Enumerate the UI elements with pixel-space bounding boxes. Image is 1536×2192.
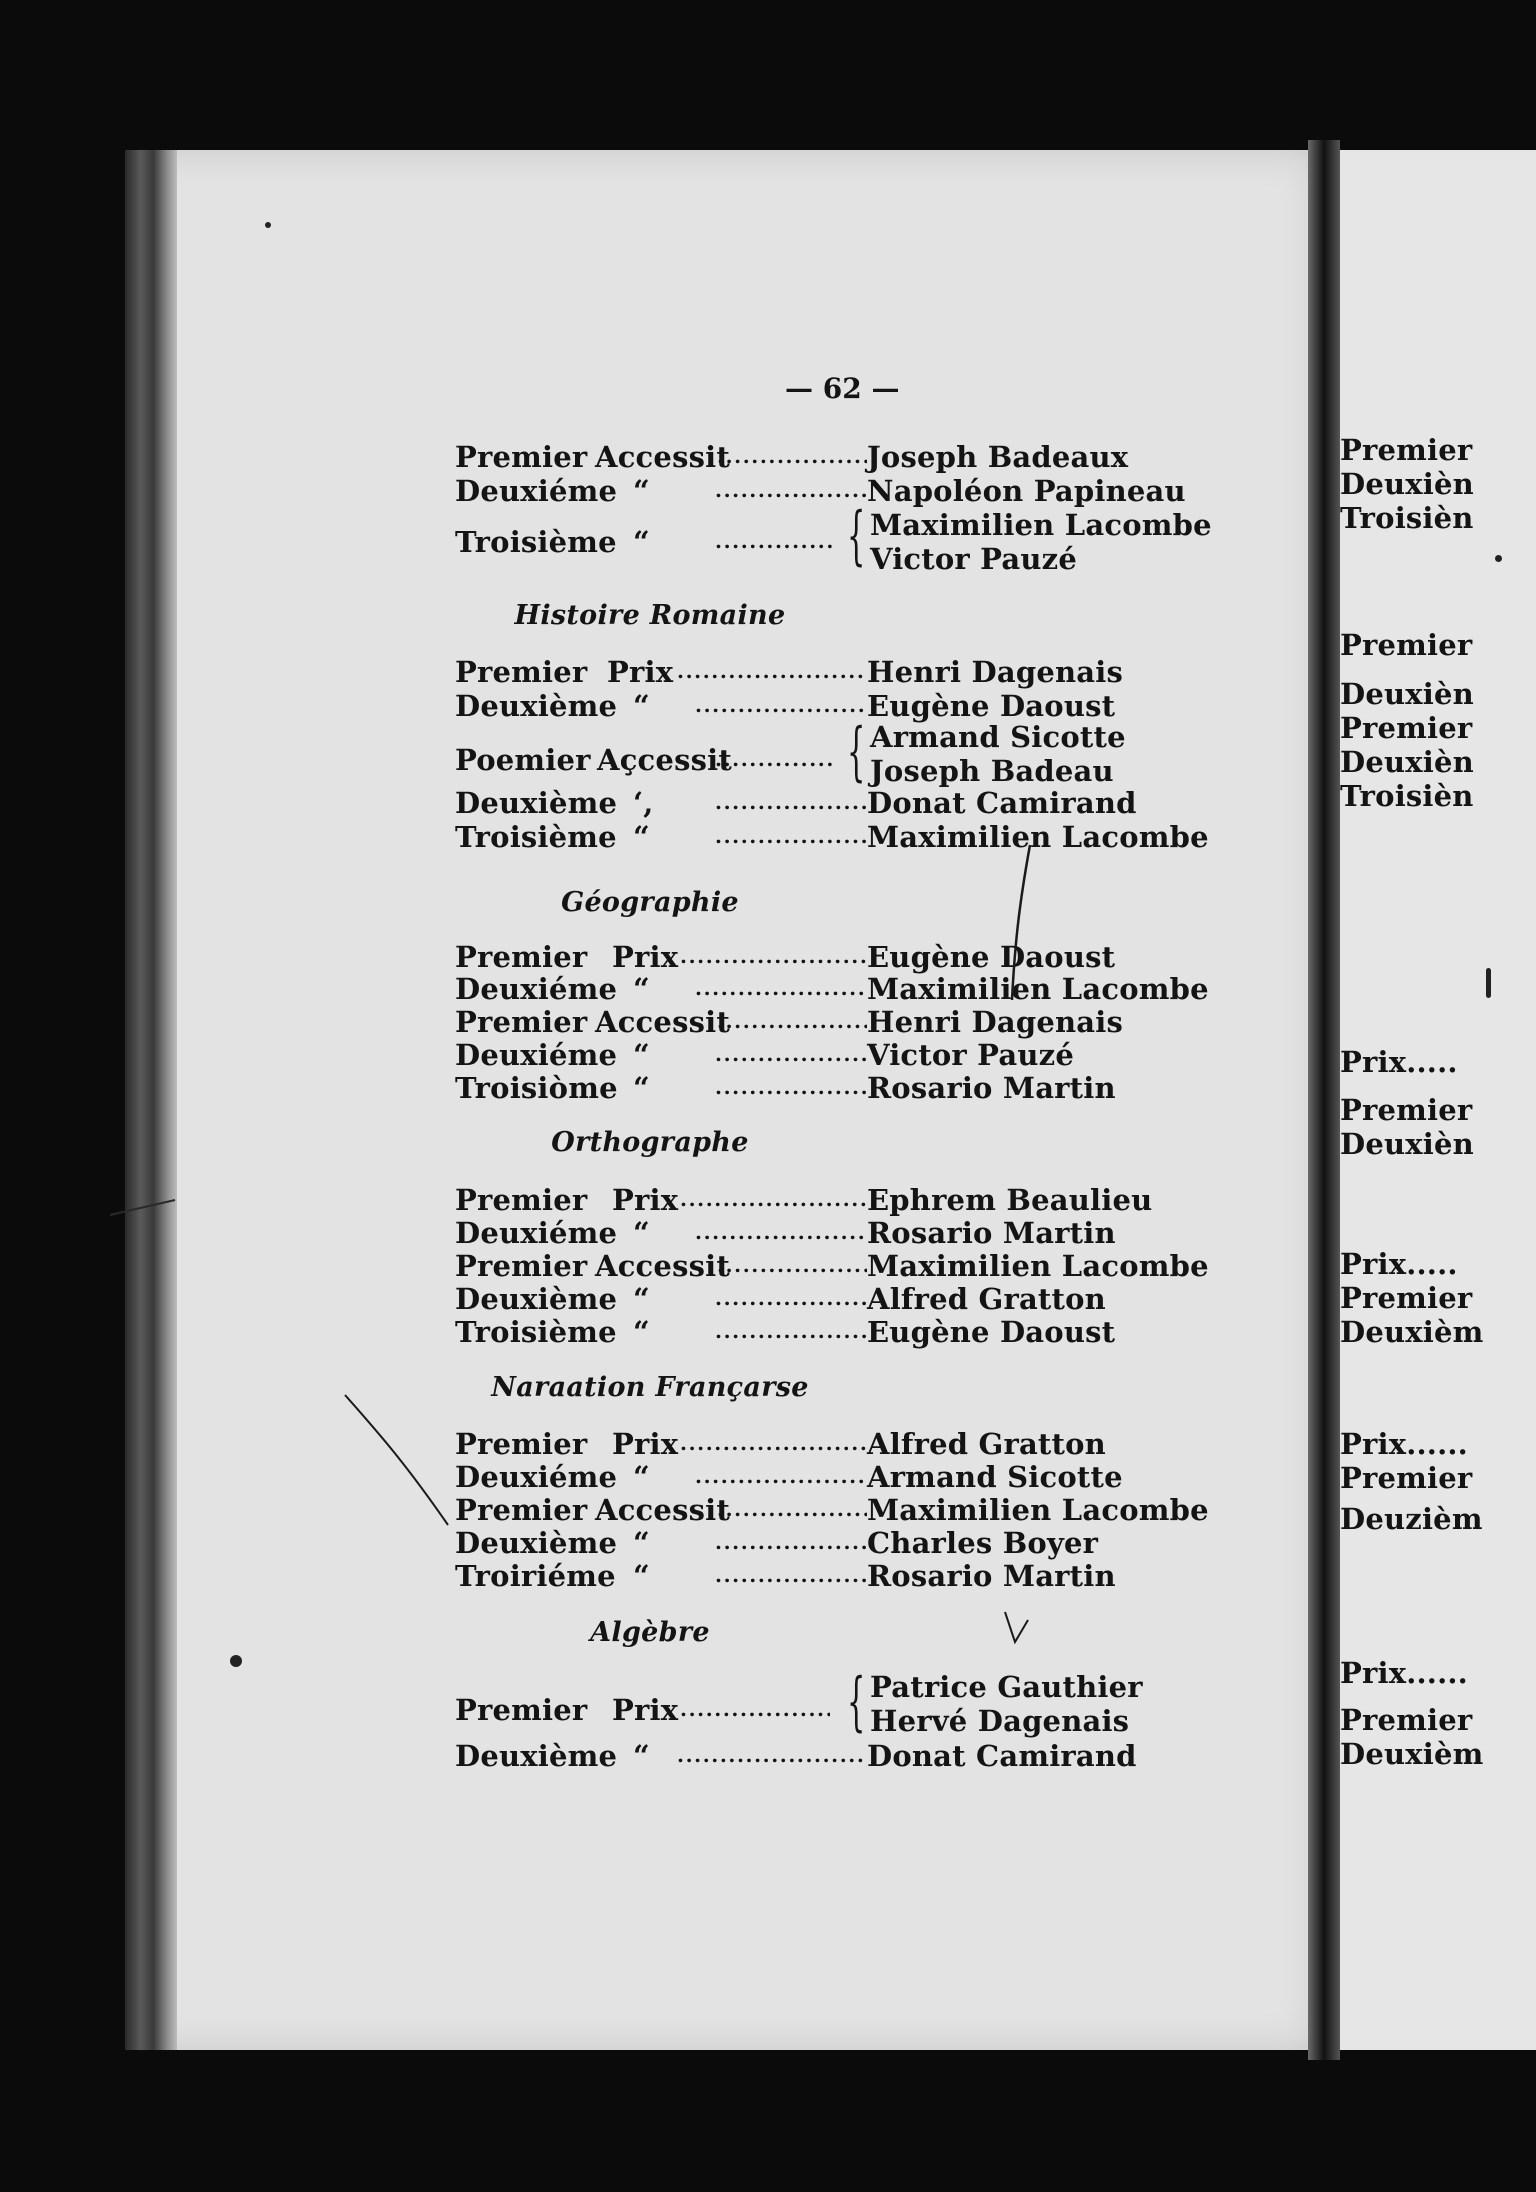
ink-speck <box>1495 555 1502 562</box>
ink-speck <box>265 222 271 228</box>
ditto-mark: “ <box>633 1739 650 1773</box>
winner-name: Henri Dagenais <box>867 655 1124 689</box>
winner-name: Armand Sicotte <box>867 1460 1123 1494</box>
prize-rank: Premier <box>455 440 588 474</box>
right-page-line: Premier <box>1340 433 1473 467</box>
prize-rank: Deuxiéme <box>455 1460 618 1494</box>
winner-name: Alfred Gratton <box>867 1282 1106 1316</box>
ditto-mark: “ <box>633 1038 650 1072</box>
ditto-mark: “ <box>633 1282 650 1316</box>
section-heading: Naraation Françarse <box>491 1372 809 1403</box>
ditto-mark: “ <box>633 1559 650 1593</box>
prize-rank: Troisième <box>455 525 617 559</box>
prize-rank: Deuxième <box>455 1282 618 1316</box>
ink-speck <box>1486 968 1491 998</box>
winner-name: Ephrem Beaulieu <box>867 1183 1153 1217</box>
ditto-mark: “ <box>633 1526 650 1560</box>
ink-speck <box>230 1655 242 1667</box>
prize-rank: Poemier <box>455 743 591 777</box>
prize-rank: Premier <box>455 940 588 974</box>
prize-rank: Deuxième <box>455 689 618 723</box>
winner-name: Henri Dagenais <box>867 1005 1124 1039</box>
ditto-mark: “ <box>633 1315 650 1349</box>
winner-name: Armand Sicotte <box>870 720 1126 754</box>
ditto-mark: “ <box>633 820 650 854</box>
ditto-mark: “ <box>633 689 650 723</box>
prize-rank: Deuxième <box>455 1526 618 1560</box>
right-page-line: Deuxièn <box>1340 677 1474 711</box>
prize-rank: Deuxième <box>455 1739 618 1773</box>
right-page-line: Deuzièm <box>1340 1502 1483 1536</box>
winner-name: Victor Pauzé <box>870 542 1078 576</box>
right-page-line: Troisièn <box>1340 501 1474 535</box>
winner-name: Maximilien Lacombe <box>867 972 1209 1006</box>
right-page-line: Deuxièm <box>1340 1315 1484 1349</box>
winner-name: Rosario Martin <box>867 1559 1116 1593</box>
winner-name: Eugène Daoust <box>867 940 1116 974</box>
winner-name: Alfred Gratton <box>867 1427 1106 1461</box>
prize-kind: Accessit <box>595 1005 730 1039</box>
prize-rank: Deuxiéme <box>455 1216 618 1250</box>
prize-rank: Troisiòme <box>455 1071 618 1105</box>
winner-name: Hervé Dagenais <box>870 1704 1130 1738</box>
winner-name: Maximilien Lacombe <box>867 1493 1209 1527</box>
ditto-mark: ‘, <box>633 786 654 820</box>
section-heading: Histoire Romaine <box>514 600 786 631</box>
right-page-line: Deuxièn <box>1340 1127 1474 1161</box>
prize-rank: Premier <box>455 1493 588 1527</box>
ditto-mark: “ <box>633 972 650 1006</box>
winner-name: Patrice Gauthier <box>870 1670 1143 1704</box>
ditto-mark: “ <box>633 1460 650 1494</box>
right-page-line: Prix..... <box>1340 1247 1458 1281</box>
right-page-line: Deuxièn <box>1340 745 1474 779</box>
right-page-line: Prix...... <box>1340 1427 1468 1461</box>
prize-kind: Prix <box>612 1427 679 1461</box>
section-heading: Algèbre <box>590 1617 710 1648</box>
prize-rank: Premier <box>455 1249 588 1283</box>
prize-rank: Deuxiéme <box>455 1038 618 1072</box>
winner-name: Maximilien Lacombe <box>867 820 1209 854</box>
page-number: — 62 — <box>785 372 900 405</box>
prize-rank: Deuxiéme <box>455 474 618 508</box>
right-page-line: Troisièn <box>1340 779 1474 813</box>
ditto-mark: “ <box>633 525 650 559</box>
right-page-line: Premier <box>1340 1703 1473 1737</box>
right-page-line: Premier <box>1340 1093 1473 1127</box>
winner-name: Victor Pauzé <box>867 1038 1075 1072</box>
prize-rank: Premier <box>455 655 588 689</box>
prize-kind: Prix <box>612 1183 679 1217</box>
prize-kind: Prix <box>612 1693 679 1727</box>
right-page-line: Premier <box>1340 628 1473 662</box>
winner-name: Rosario Martin <box>867 1216 1116 1250</box>
prize-rank: Troisième <box>455 820 617 854</box>
section-heading: Orthographe <box>551 1127 749 1158</box>
right-page-line: Deuxièm <box>1340 1737 1484 1771</box>
winner-name: Joseph Badeaux <box>867 440 1129 474</box>
right-page-line: Premier <box>1340 1461 1473 1495</box>
prize-rank: Deuxième <box>455 786 618 820</box>
prize-rank: Premier <box>455 1183 588 1217</box>
prize-kind: Açcessit <box>597 743 732 777</box>
winner-name: Joseph Badeau <box>870 754 1114 788</box>
winner-name: Maximilien Lacombe <box>867 1249 1209 1283</box>
prize-kind: Accessit <box>595 1493 730 1527</box>
brace-mark: { <box>847 499 866 573</box>
prize-rank: Premier <box>455 1427 588 1461</box>
ditto-mark: “ <box>633 474 650 508</box>
winner-name: Eugène Daoust <box>867 689 1116 723</box>
prize-rank: Premier <box>455 1005 588 1039</box>
winner-name: Rosario Martin <box>867 1071 1116 1105</box>
right-page-line: Prix..... <box>1340 1045 1458 1079</box>
winner-name: Donat Camirand <box>867 786 1137 820</box>
winner-name: Maximilien Lacombe <box>870 508 1212 542</box>
right-page-line: Prix...... <box>1340 1656 1468 1690</box>
brace-mark: { <box>847 715 866 789</box>
right-page-line: Premier <box>1340 711 1473 745</box>
ditto-mark: “ <box>633 1216 650 1250</box>
prize-rank: Troisième <box>455 1315 617 1349</box>
prize-kind: Prix <box>612 940 679 974</box>
right-page-line: Premier <box>1340 1281 1473 1315</box>
prize-rank: Premier <box>455 1693 588 1727</box>
right-page-line: Deuxièn <box>1340 467 1474 501</box>
prize-kind: Accessit <box>595 1249 730 1283</box>
prize-rank: Troiriéme <box>455 1559 616 1593</box>
winner-name: Donat Camirand <box>867 1739 1137 1773</box>
prize-rank: Deuxiéme <box>455 972 618 1006</box>
winner-name: Napoléon Papineau <box>867 474 1186 508</box>
prize-kind: Prix <box>607 655 674 689</box>
winner-name: Eugène Daoust <box>867 1315 1116 1349</box>
prize-kind: Accessit <box>595 440 730 474</box>
brace-mark: { <box>847 1665 866 1739</box>
ditto-mark: “ <box>633 1071 650 1105</box>
winner-name: Charles Boyer <box>867 1526 1099 1560</box>
section-heading: Géographie <box>561 887 739 918</box>
